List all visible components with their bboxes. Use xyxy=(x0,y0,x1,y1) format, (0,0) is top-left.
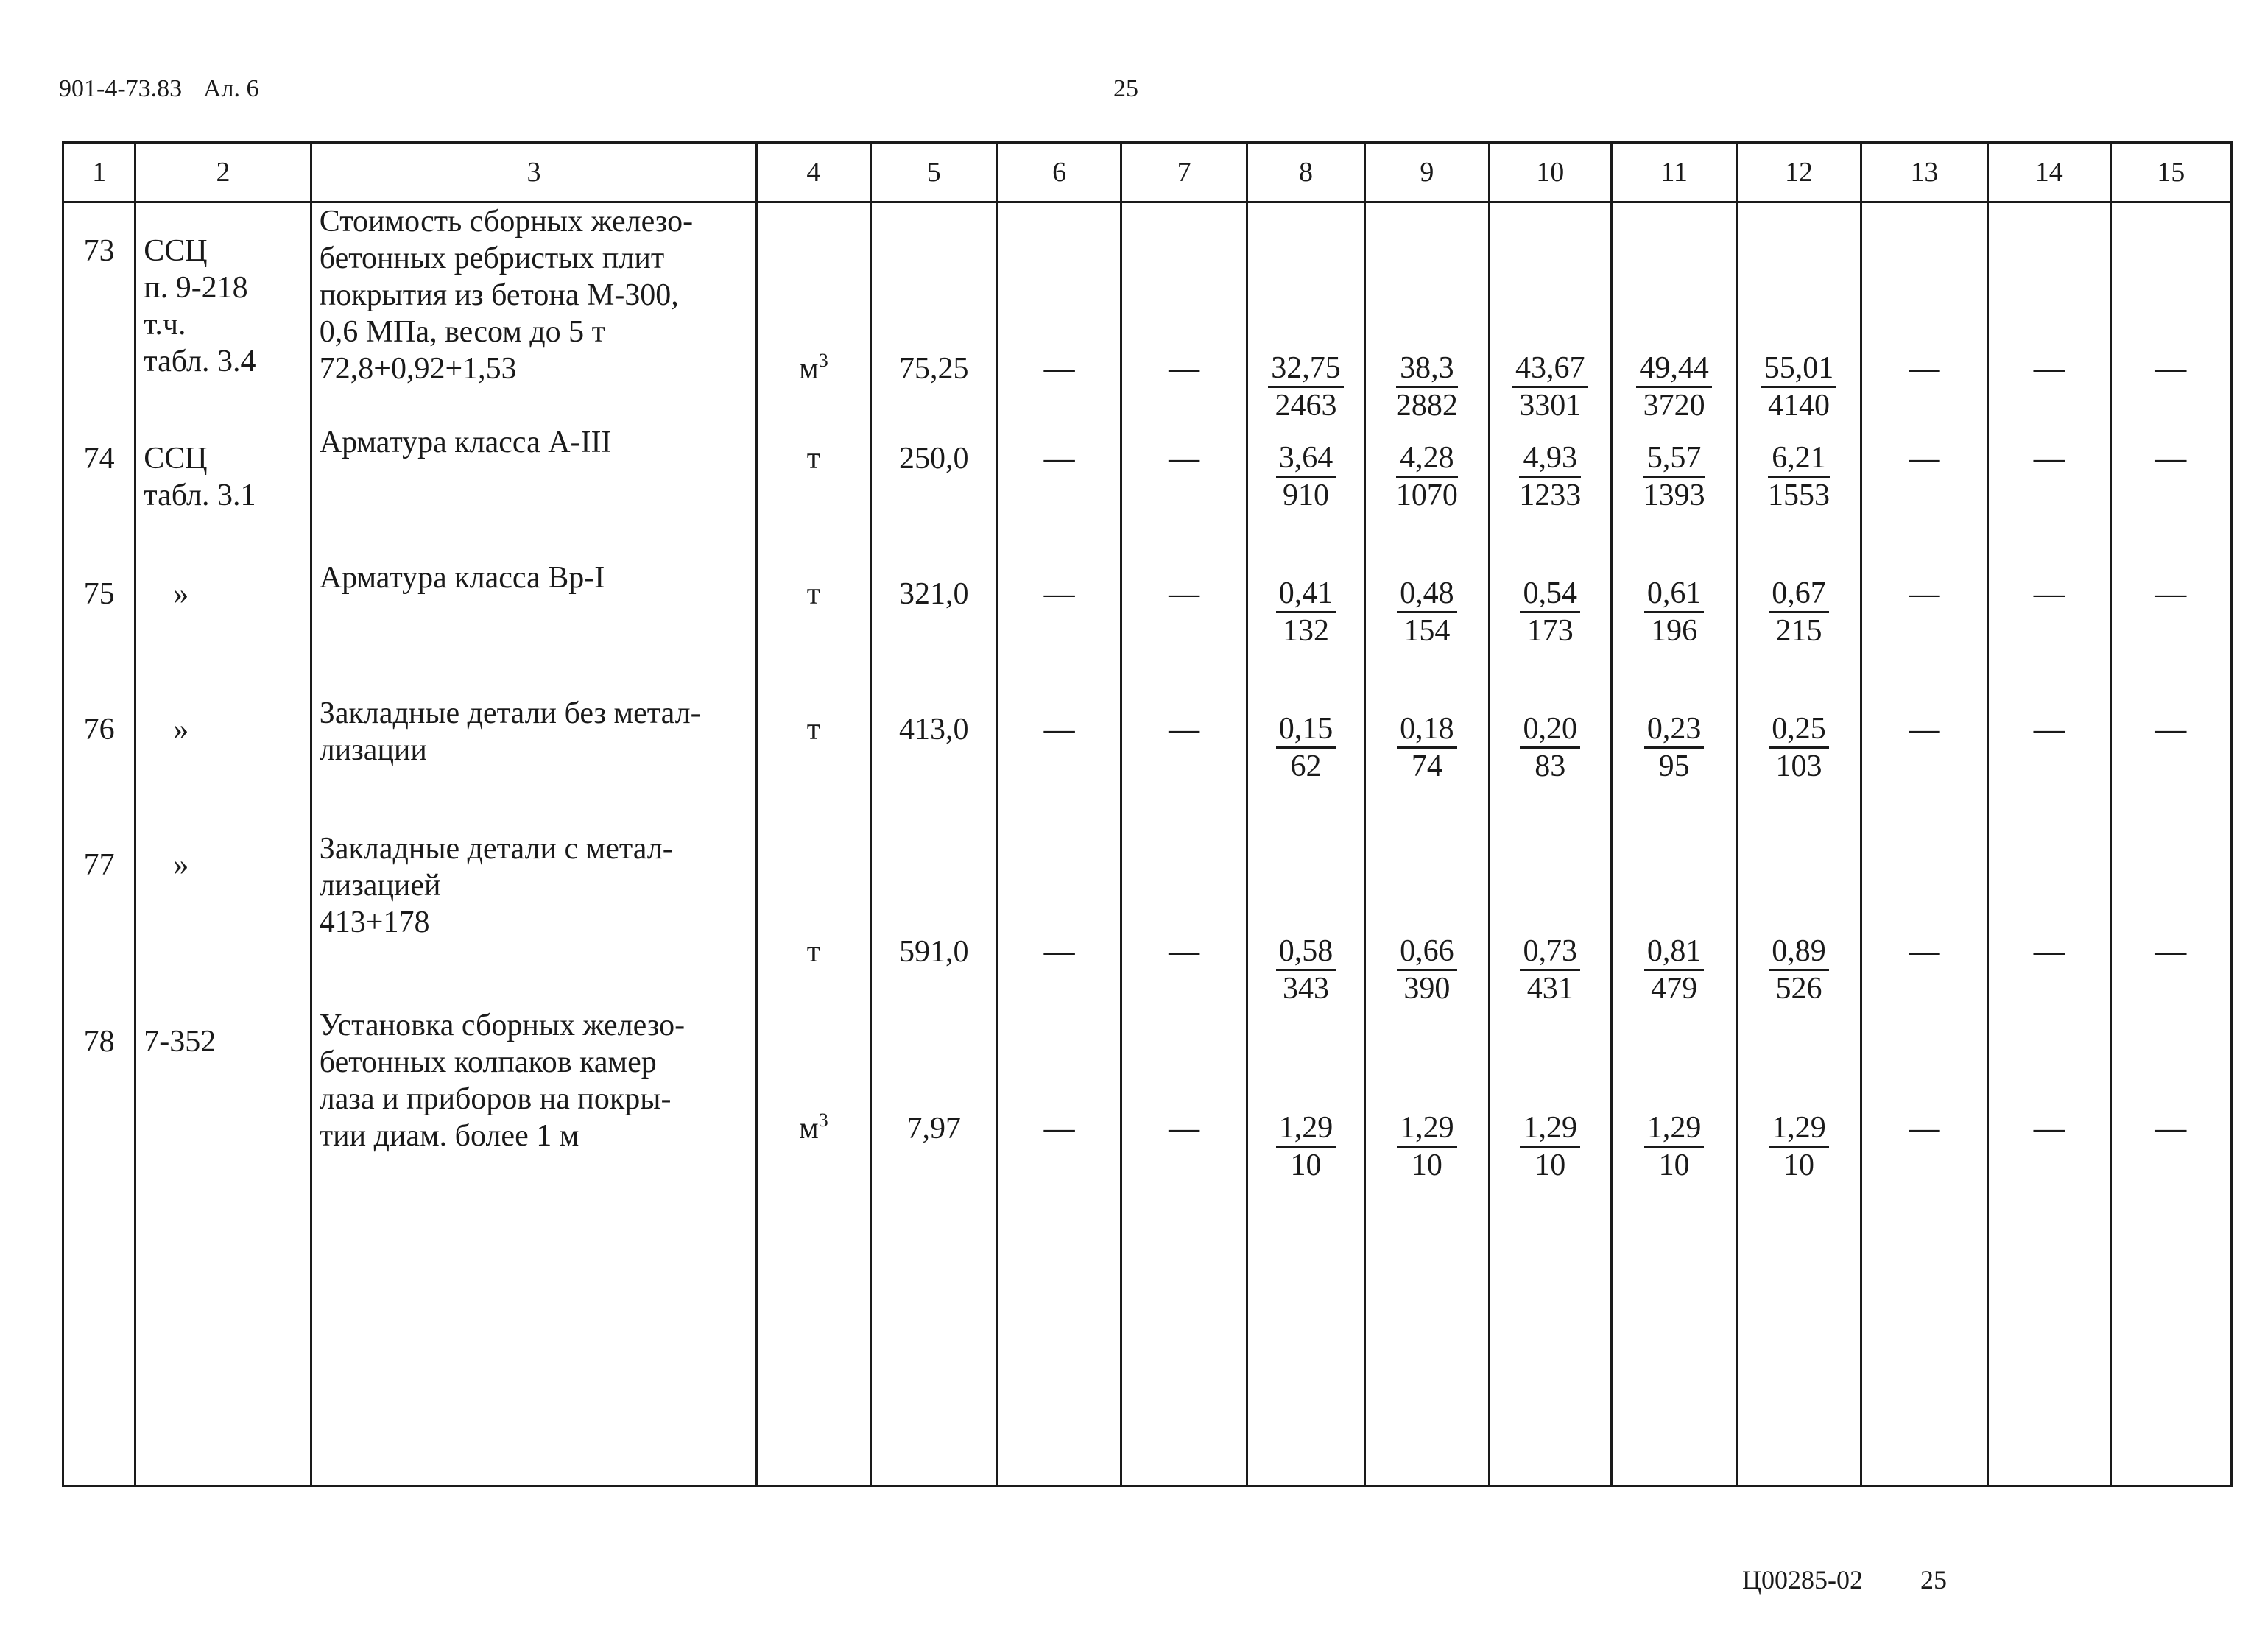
fraction-denominator: 431 xyxy=(1526,972,1574,1006)
fraction-value-col-10 xyxy=(1489,560,1611,695)
table-row xyxy=(63,830,2232,1007)
fraction xyxy=(1268,350,1344,423)
description-line: Закладные детали без метал- xyxy=(319,696,701,730)
column-number-1: 1 xyxy=(63,143,135,202)
fraction-denominator: 10 xyxy=(1783,1148,1814,1182)
dash-text: — xyxy=(1043,352,1075,386)
dash-text: — xyxy=(1043,935,1075,969)
quantity xyxy=(870,202,997,425)
fraction-numerator: 0,67 xyxy=(1769,576,1829,613)
fraction xyxy=(1520,1110,1580,1183)
quantity-text: 250,0 xyxy=(899,442,969,476)
fraction-numerator: 3,64 xyxy=(1276,440,1336,478)
row-number-text: 73 xyxy=(83,234,115,268)
fraction-numerator: 0,23 xyxy=(1644,711,1705,749)
reference-line: табл. 3.4 xyxy=(144,345,256,378)
fraction xyxy=(1520,711,1580,784)
column-number-7: 7 xyxy=(1121,143,1247,202)
empty-dash-c6 xyxy=(997,1007,1121,1486)
item-description xyxy=(311,830,756,1007)
table-row xyxy=(63,560,2232,695)
dash-text: — xyxy=(2033,1112,2065,1146)
fraction-numerator: 0,73 xyxy=(1520,933,1580,971)
description-line: бетонных колпаков камер xyxy=(319,1045,657,1079)
fraction xyxy=(1643,440,1705,513)
empty-dash-c14 xyxy=(1988,830,2110,1007)
description-line: лаза и приборов на покры- xyxy=(319,1082,672,1116)
table-row xyxy=(63,424,2232,560)
unit-text: м xyxy=(799,1112,819,1146)
dash-text: — xyxy=(2033,352,2065,386)
unit-text: т xyxy=(806,713,821,746)
sheet-label: Ал. 6 xyxy=(203,75,259,102)
fraction-value-col-8 xyxy=(1247,695,1364,830)
fraction-numerator: 1,29 xyxy=(1769,1110,1829,1148)
fraction-denominator: 196 xyxy=(1651,614,1698,648)
footer-code: Ц00285-02 xyxy=(1742,1565,1863,1595)
empty-dash-c14 xyxy=(1988,202,2110,425)
description-line: Арматура класса Вр-I xyxy=(319,561,605,595)
fraction xyxy=(1276,440,1336,513)
unit-of-measure xyxy=(757,1007,870,1486)
quantity-text: 7,97 xyxy=(906,1112,962,1146)
column-number-13: 13 xyxy=(1861,143,1987,202)
empty-dash-c6 xyxy=(997,424,1121,560)
column-number-4: 4 xyxy=(757,143,870,202)
fraction-value-col-11 xyxy=(1611,695,1736,830)
fraction-denominator: 10 xyxy=(1535,1148,1566,1182)
fraction-denominator: 173 xyxy=(1526,614,1574,648)
dash-text: — xyxy=(1909,1112,1940,1146)
empty-dash-c7 xyxy=(1121,202,1247,425)
row-number xyxy=(63,1007,135,1486)
fraction-denominator: 154 xyxy=(1403,614,1451,648)
fraction-denominator: 83 xyxy=(1535,749,1566,783)
unit-text: т xyxy=(806,935,821,969)
fraction xyxy=(1397,1110,1457,1183)
fraction-denominator: 390 xyxy=(1403,972,1451,1006)
description-line: покрытия из бетона М-300, xyxy=(319,278,679,312)
fraction-value-col-12 xyxy=(1737,830,1861,1007)
quantity xyxy=(870,695,997,830)
fraction-denominator: 132 xyxy=(1282,614,1329,648)
description-line: лизации xyxy=(319,733,427,767)
fraction-numerator: 0,25 xyxy=(1769,711,1829,749)
empty-dash-c7 xyxy=(1121,830,1247,1007)
reference-line: 7-352 xyxy=(144,1025,216,1059)
quantity xyxy=(870,1007,997,1486)
fraction-denominator: 4140 xyxy=(1768,389,1830,423)
reference-code xyxy=(135,830,311,1007)
fraction-numerator: 1,29 xyxy=(1644,1110,1705,1148)
fraction-numerator: 0,58 xyxy=(1276,933,1336,971)
dash-text: — xyxy=(2155,352,2187,386)
dash-text: — xyxy=(2155,1112,2187,1146)
dash-text: — xyxy=(1909,713,1940,746)
fraction-numerator: 0,81 xyxy=(1644,933,1705,971)
fraction-numerator: 4,93 xyxy=(1519,440,1581,478)
description-line: 413+178 xyxy=(319,906,430,939)
table-row xyxy=(63,202,2232,425)
fraction-value-col-9 xyxy=(1365,202,1489,425)
empty-dash-c6 xyxy=(997,695,1121,830)
empty-dash-c15 xyxy=(2110,1007,2232,1486)
row-number xyxy=(63,830,135,1007)
fraction-value-col-10 xyxy=(1489,695,1611,830)
reference-line: » xyxy=(173,713,189,746)
quantity-text: 321,0 xyxy=(899,577,969,611)
fraction-numerator: 55,01 xyxy=(1761,350,1837,388)
fraction-denominator: 103 xyxy=(1775,749,1822,783)
fraction xyxy=(1396,440,1458,513)
dash-text: — xyxy=(1169,577,1200,611)
fraction xyxy=(1644,1110,1705,1183)
empty-dash-c6 xyxy=(997,830,1121,1007)
description-line: бетонных ребристых плит xyxy=(319,241,665,275)
dash-text: — xyxy=(2033,713,2065,746)
fraction-numerator: 0,66 xyxy=(1397,933,1457,971)
item-description xyxy=(311,1007,756,1486)
empty-dash-c15 xyxy=(2110,424,2232,560)
fraction-value-col-11 xyxy=(1611,560,1736,695)
reference-line: п. 9-218 xyxy=(144,271,248,305)
column-number-8: 8 xyxy=(1247,143,1364,202)
empty-dash-c13 xyxy=(1861,424,1987,560)
fraction-numerator: 43,67 xyxy=(1512,350,1588,388)
fraction-value-col-9 xyxy=(1365,424,1489,560)
fraction-value-col-12 xyxy=(1737,1007,1861,1486)
reference-line: » xyxy=(173,577,189,611)
column-number-12: 12 xyxy=(1737,143,1861,202)
dash-text: — xyxy=(2155,442,2187,476)
column-number-6: 6 xyxy=(997,143,1121,202)
fraction-denominator: 343 xyxy=(1282,972,1329,1006)
description-line: Стоимость сборных железо- xyxy=(319,205,694,239)
empty-dash-c7 xyxy=(1121,424,1247,560)
fraction-denominator: 10 xyxy=(1658,1148,1690,1182)
dash-text: — xyxy=(2033,442,2065,476)
column-number-11: 11 xyxy=(1611,143,1736,202)
fraction xyxy=(1397,711,1457,784)
fraction xyxy=(1396,350,1458,423)
fraction xyxy=(1276,933,1336,1006)
dash-text: — xyxy=(1909,442,1940,476)
dash-text: — xyxy=(1909,935,1940,969)
item-description xyxy=(311,695,756,830)
empty-dash-c14 xyxy=(1988,695,2110,830)
empty-dash-c14 xyxy=(1988,1007,2110,1486)
dash-text: — xyxy=(1043,442,1075,476)
fraction xyxy=(1519,440,1581,513)
fraction-numerator: 49,44 xyxy=(1636,350,1712,388)
fraction-value-col-11 xyxy=(1611,202,1736,425)
dash-text: — xyxy=(1043,1112,1075,1146)
unit-of-measure xyxy=(757,560,870,695)
quantity-text: 75,25 xyxy=(899,352,969,386)
quantity-text: 591,0 xyxy=(899,935,969,969)
table-row xyxy=(63,695,2232,830)
fraction-denominator: 10 xyxy=(1411,1148,1442,1182)
fraction xyxy=(1520,933,1580,1006)
empty-dash-c15 xyxy=(2110,202,2232,425)
row-number-text: 76 xyxy=(83,713,115,746)
fraction-value-col-10 xyxy=(1489,202,1611,425)
fraction-numerator: 0,61 xyxy=(1644,576,1705,613)
empty-dash-c15 xyxy=(2110,695,2232,830)
quantity xyxy=(870,830,997,1007)
fraction-denominator: 95 xyxy=(1658,749,1690,783)
row-number-text: 75 xyxy=(83,577,115,611)
item-description xyxy=(311,424,756,560)
page-number: 25 xyxy=(1113,75,1138,102)
quantity xyxy=(870,560,997,695)
description-line: лизацией xyxy=(319,869,441,903)
empty-dash-c6 xyxy=(997,202,1121,425)
column-number-15: 15 xyxy=(2110,143,2232,202)
dash-text: — xyxy=(2033,577,2065,611)
quantity-text: 413,0 xyxy=(899,713,969,746)
empty-dash-c6 xyxy=(997,560,1121,695)
fraction-value-col-10 xyxy=(1489,830,1611,1007)
fraction-value-col-12 xyxy=(1737,695,1861,830)
fraction-value-col-11 xyxy=(1611,424,1736,560)
fraction-denominator: 215 xyxy=(1775,614,1822,648)
fraction-numerator: 0,41 xyxy=(1276,576,1336,613)
reference-code xyxy=(135,1007,311,1486)
dash-text: — xyxy=(1169,352,1200,386)
fraction-numerator: 0,15 xyxy=(1276,711,1336,749)
reference-code xyxy=(135,560,311,695)
reference-line: » xyxy=(173,848,189,882)
dash-text: — xyxy=(1909,577,1940,611)
row-number xyxy=(63,424,135,560)
dash-text: — xyxy=(1169,935,1200,969)
fraction-value-col-10 xyxy=(1489,424,1611,560)
fraction-numerator: 6,21 xyxy=(1768,440,1830,478)
description-line: Установка сборных железо- xyxy=(319,1009,686,1042)
unit-exponent: 3 xyxy=(818,1109,828,1131)
dash-text: — xyxy=(1043,577,1075,611)
fraction xyxy=(1769,576,1829,649)
fraction-denominator: 1070 xyxy=(1395,479,1458,512)
fraction-numerator: 1,29 xyxy=(1397,1110,1457,1148)
unit-text: т xyxy=(806,577,821,611)
empty-dash-c7 xyxy=(1121,695,1247,830)
fraction-denominator: 526 xyxy=(1775,972,1822,1006)
fraction-value-col-8 xyxy=(1247,1007,1364,1486)
dash-text: — xyxy=(1909,352,1940,386)
fraction-value-col-11 xyxy=(1611,1007,1736,1486)
empty-dash-c13 xyxy=(1861,560,1987,695)
fraction xyxy=(1276,1110,1336,1183)
reference-line: ССЦ xyxy=(144,234,208,268)
estimate-table xyxy=(62,141,2233,1487)
row-number-text: 77 xyxy=(83,848,115,882)
fraction-value-col-12 xyxy=(1737,424,1861,560)
fraction-denominator: 3720 xyxy=(1643,389,1705,423)
column-number-10: 10 xyxy=(1489,143,1611,202)
document-code: 901-4-73.83 xyxy=(59,75,183,102)
fraction-value-col-9 xyxy=(1365,830,1489,1007)
dash-text: — xyxy=(1043,713,1075,746)
row-number xyxy=(63,560,135,695)
description-line: 72,8+0,92+1,53 xyxy=(319,352,517,386)
dash-text: — xyxy=(1169,442,1200,476)
reference-code xyxy=(135,695,311,830)
fraction-numerator: 0,18 xyxy=(1397,711,1457,749)
row-number xyxy=(63,695,135,830)
row-number-text: 78 xyxy=(83,1025,115,1059)
fraction xyxy=(1644,933,1705,1006)
fraction xyxy=(1644,576,1705,649)
table-row xyxy=(63,1007,2232,1486)
fraction-value-col-9 xyxy=(1365,1007,1489,1486)
unit-of-measure xyxy=(757,202,870,425)
fraction-denominator: 10 xyxy=(1290,1148,1322,1182)
description-line: Закладные детали с метал- xyxy=(319,832,673,866)
fraction xyxy=(1769,1110,1829,1183)
empty-dash-c14 xyxy=(1988,560,2110,695)
empty-dash-c13 xyxy=(1861,1007,1987,1486)
reference-code xyxy=(135,202,311,425)
description-line: Арматура класса А-III xyxy=(319,426,612,459)
fraction-numerator: 1,29 xyxy=(1520,1110,1580,1148)
fraction-denominator: 479 xyxy=(1651,972,1698,1006)
fraction xyxy=(1276,711,1336,784)
fraction-value-col-12 xyxy=(1737,560,1861,695)
column-number-14: 14 xyxy=(1988,143,2110,202)
fraction-numerator: 38,3 xyxy=(1396,350,1458,388)
fraction-value-col-10 xyxy=(1489,1007,1611,1486)
fraction-denominator: 3301 xyxy=(1519,389,1582,423)
fraction-value-col-11 xyxy=(1611,830,1736,1007)
fraction xyxy=(1512,350,1588,423)
unit-of-measure xyxy=(757,695,870,830)
fraction-denominator: 74 xyxy=(1411,749,1442,783)
footer-page-number: 25 xyxy=(1920,1565,1947,1595)
fraction-denominator: 1233 xyxy=(1519,479,1582,512)
column-number-5: 5 xyxy=(870,143,997,202)
fraction-denominator: 62 xyxy=(1290,749,1322,783)
item-description xyxy=(311,560,756,695)
fraction-value-col-9 xyxy=(1365,560,1489,695)
empty-dash-c7 xyxy=(1121,1007,1247,1486)
fraction-denominator: 1553 xyxy=(1768,479,1830,512)
fraction xyxy=(1520,576,1580,649)
empty-dash-c13 xyxy=(1861,830,1987,1007)
reference-line: ССЦ xyxy=(144,442,208,476)
fraction-value-col-12 xyxy=(1737,202,1861,425)
fraction xyxy=(1636,350,1712,423)
dash-text: — xyxy=(1169,1112,1200,1146)
unit-of-measure xyxy=(757,424,870,560)
empty-dash-c15 xyxy=(2110,560,2232,695)
reference-line: т.ч. xyxy=(144,308,186,342)
fraction-numerator: 5,57 xyxy=(1643,440,1705,478)
fraction-denominator: 910 xyxy=(1282,479,1329,512)
quantity xyxy=(870,424,997,560)
empty-dash-c14 xyxy=(1988,424,2110,560)
unit-of-measure xyxy=(757,830,870,1007)
reference-code xyxy=(135,424,311,560)
fraction-numerator: 0,48 xyxy=(1397,576,1457,613)
column-number-2: 2 xyxy=(135,143,311,202)
row-number-text: 74 xyxy=(83,442,115,476)
unit-text: т xyxy=(806,442,821,476)
dash-text: — xyxy=(1169,713,1200,746)
fraction-value-col-8 xyxy=(1247,424,1364,560)
fraction xyxy=(1397,933,1457,1006)
fraction-numerator: 1,29 xyxy=(1276,1110,1336,1148)
fraction-value-col-8 xyxy=(1247,560,1364,695)
fraction xyxy=(1761,350,1837,423)
description-line: тии диам. более 1 м xyxy=(319,1119,579,1153)
unit-text: м xyxy=(799,352,819,386)
dash-text: — xyxy=(2155,577,2187,611)
fraction-value-col-8 xyxy=(1247,202,1364,425)
empty-dash-c13 xyxy=(1861,695,1987,830)
fraction-numerator: 0,89 xyxy=(1769,933,1829,971)
unit-exponent: 3 xyxy=(818,350,828,371)
fraction xyxy=(1769,711,1829,784)
row-number xyxy=(63,202,135,425)
fraction-numerator: 32,75 xyxy=(1268,350,1344,388)
fraction-numerator: 0,20 xyxy=(1520,711,1580,749)
fraction-numerator: 4,28 xyxy=(1396,440,1458,478)
column-number-row xyxy=(63,143,2232,202)
dash-text: — xyxy=(2033,935,2065,969)
fraction-value-col-8 xyxy=(1247,830,1364,1007)
fraction-value-col-9 xyxy=(1365,695,1489,830)
fraction xyxy=(1768,440,1830,513)
dash-text: — xyxy=(2155,713,2187,746)
reference-line: табл. 3.1 xyxy=(144,479,256,512)
fraction-denominator: 2463 xyxy=(1275,389,1337,423)
item-description xyxy=(311,202,756,425)
empty-dash-c7 xyxy=(1121,560,1247,695)
fraction xyxy=(1769,933,1829,1006)
column-number-9: 9 xyxy=(1365,143,1489,202)
fraction-denominator: 1393 xyxy=(1643,479,1705,512)
fraction xyxy=(1644,711,1705,784)
description-line: 0,6 МПа, весом до 5 т xyxy=(319,315,606,349)
fraction-denominator: 2882 xyxy=(1395,389,1458,423)
empty-dash-c15 xyxy=(2110,830,2232,1007)
column-number-3: 3 xyxy=(311,143,756,202)
dash-text: — xyxy=(2155,935,2187,969)
fraction xyxy=(1276,576,1336,649)
fraction-numerator: 0,54 xyxy=(1520,576,1580,613)
fraction xyxy=(1397,576,1457,649)
empty-dash-c13 xyxy=(1861,202,1987,425)
